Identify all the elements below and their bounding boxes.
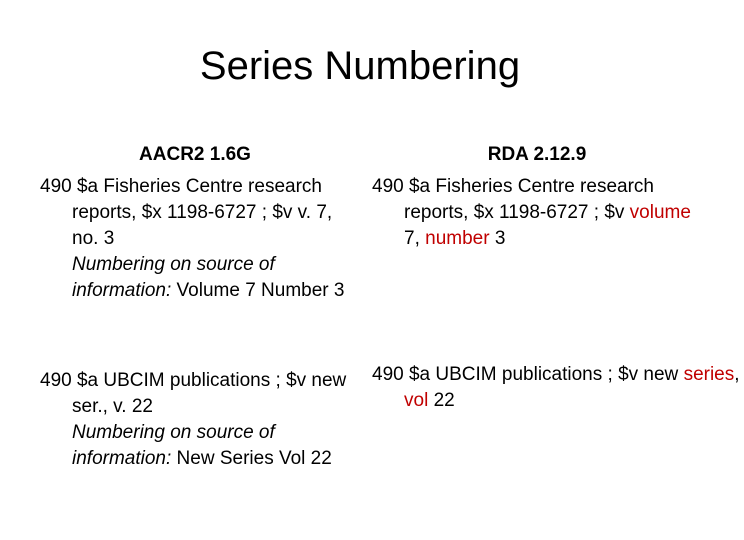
rda-entry-text: 3 — [489, 228, 506, 249]
aacr2-entry-ubcim-text: 490 $a UBCIM publications ; $v new ser., v. 22 — [40, 370, 347, 417]
aacr2-entry-fisheries-note — [40, 252, 350, 304]
rda-entry-text: , — [734, 364, 740, 385]
aacr2-entry-ubcim — [40, 368, 360, 472]
rda-entry-text: 22 — [428, 390, 455, 411]
rda-entry-ubcim — [372, 362, 744, 414]
note-label: Numbering on source of information: — [72, 422, 275, 469]
rda-highlight-series: series — [683, 364, 735, 385]
aacr2-heading: AACR2 1.6G — [139, 144, 251, 165]
slide-title: Series Numbering — [199, 44, 521, 88]
note-value: New Series Vol 22 — [171, 448, 332, 469]
rda-highlight-number: number — [425, 228, 490, 249]
rda-heading: RDA 2.12.9 — [487, 144, 587, 165]
rda-entry-text: 7, — [404, 228, 426, 249]
rda-highlight-volume: volume — [629, 202, 691, 223]
aacr2-entry-ubcim-note — [40, 420, 360, 472]
rda-column — [372, 142, 702, 252]
rda-highlight-vol: vol — [404, 390, 429, 411]
aacr2-column — [40, 142, 350, 304]
aacr2-entry-fisheries — [40, 174, 350, 304]
note-label: Numbering on source of information: — [72, 254, 275, 301]
rda-entry-text: 490 $a Fisheries Centre research reports, $x 1198-6727 ; $v — [372, 176, 654, 223]
rda-entry-text: 490 $a UBCIM publications ; $v new — [372, 364, 684, 385]
aacr2-entry-fisheries-text: 490 $a Fisheries Centre research reports, $x 1198-6727 ; $v v. 7, no. 3 — [40, 176, 333, 249]
note-value: Volume 7 Number 3 — [171, 280, 345, 301]
rda-entry-fisheries — [372, 174, 702, 252]
